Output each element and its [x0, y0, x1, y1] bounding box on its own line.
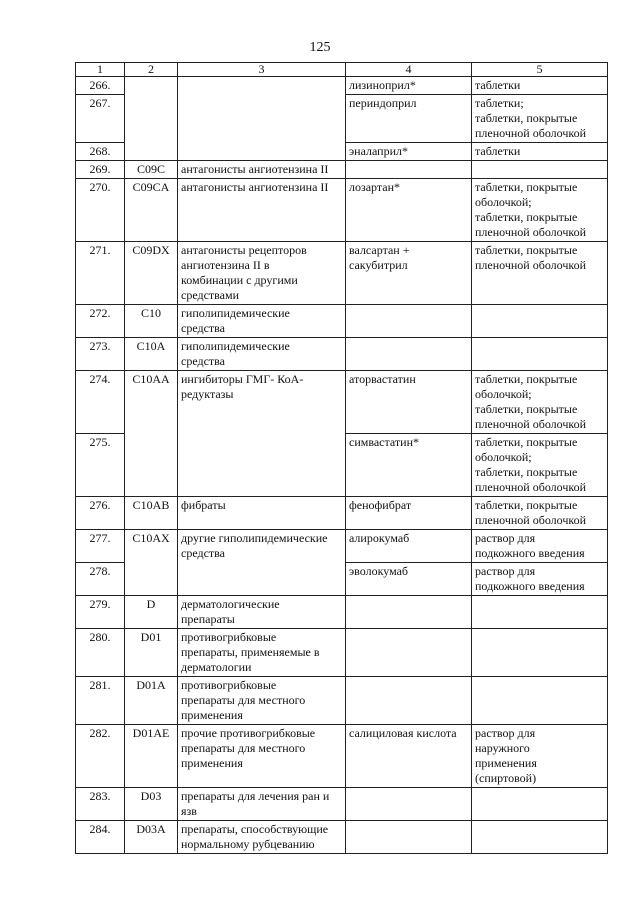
row-number: 282.: [76, 725, 125, 788]
row-number: 268.: [76, 143, 125, 161]
inn-cell: симвастатин*: [346, 434, 472, 497]
inn-cell: салициловая кислота: [346, 725, 472, 788]
atc-code-cell: D: [125, 596, 178, 629]
table-row: [76, 305, 608, 338]
form-line: оболочкой;: [475, 387, 532, 401]
row-number: 271.: [76, 242, 125, 305]
form-cell: [472, 530, 608, 563]
atc-code-cell: D03A: [125, 821, 178, 854]
group-cell: [178, 497, 346, 530]
group-cell: [178, 788, 346, 821]
form-cell: [472, 725, 608, 788]
group-line: применения: [181, 756, 243, 770]
group-line: нормальному рубцеванию: [181, 837, 315, 851]
atc-code-cell: D01A: [125, 677, 178, 725]
table-row: [76, 242, 608, 305]
inn-cell: алирокумаб: [346, 530, 472, 563]
form-cell: [472, 179, 608, 242]
group-line: ингибиторы ГМГ- КоА-: [181, 372, 304, 386]
row-number: 278.: [76, 563, 125, 596]
group-line: редуктазы: [181, 387, 234, 401]
form-line: пленочной оболочкой: [475, 417, 587, 431]
form-line: таблетки, покрытые: [475, 402, 578, 416]
form-line: пленочной оболочкой: [475, 513, 587, 527]
row-number: 280.: [76, 629, 125, 677]
group-line: применения: [181, 708, 243, 722]
inn-cell: [346, 161, 472, 179]
inn-cell: эналаприл*: [346, 143, 472, 161]
group-cell: [178, 530, 346, 596]
row-number: 272.: [76, 305, 125, 338]
table-row: [76, 371, 608, 434]
group-line: гиполипидемические: [181, 339, 290, 353]
row-number: 274.: [76, 371, 125, 434]
inn-cell: [346, 629, 472, 677]
group-line: прочие противогрибковые: [181, 726, 316, 740]
form-line: таблетки, покрытые: [475, 498, 578, 512]
row-number: 281.: [76, 677, 125, 725]
form-cell: [472, 371, 608, 434]
form-cell: [472, 77, 608, 95]
header-row: [76, 63, 608, 77]
group-line: гиполипидемические: [181, 306, 290, 320]
row-number: 284.: [76, 821, 125, 854]
group-line: противогрибковые: [181, 630, 277, 644]
form-cell: [472, 563, 608, 596]
group-line: препараты для местного: [181, 693, 306, 707]
table-row: [76, 338, 608, 371]
group-cell: [178, 242, 346, 305]
form-line: подкожного введения: [475, 546, 585, 560]
table-row: [76, 725, 608, 788]
table-row: [76, 530, 608, 563]
table-row: [76, 497, 608, 530]
inn-cell: фенофибрат: [346, 497, 472, 530]
form-line: оболочкой;: [475, 195, 532, 209]
form-cell: [472, 677, 608, 725]
inn-cell: [346, 242, 472, 305]
table-row: [76, 596, 608, 629]
atc-code-cell: [125, 77, 178, 161]
form-line: оболочкой;: [475, 450, 532, 464]
form-line: таблетки;: [475, 96, 524, 110]
form-line: подкожного введения: [475, 579, 585, 593]
header-col-4: 4: [346, 63, 472, 77]
form-line: пленочной оболочкой: [475, 126, 587, 140]
group-cell: [178, 179, 346, 242]
group-line: препараты, применяемые в: [181, 645, 320, 659]
form-line: наружного: [475, 741, 530, 755]
group-line: противогрибковые: [181, 678, 277, 692]
group-line: препараты: [181, 612, 235, 626]
form-line: таблетки, покрытые: [475, 435, 578, 449]
group-line: средства: [181, 354, 226, 368]
form-line: пленочной оболочкой: [475, 225, 587, 239]
table-row: [76, 77, 608, 95]
inn-cell: периндоприл: [346, 95, 472, 143]
form-cell: [472, 305, 608, 338]
table-row: [76, 161, 608, 179]
group-cell: [178, 305, 346, 338]
group-line: антагонисты рецепторов: [181, 243, 307, 257]
group-line: антагонисты ангиотензина II: [181, 162, 329, 176]
inn-cell: [346, 596, 472, 629]
group-cell: [178, 677, 346, 725]
group-line: язв: [181, 804, 197, 818]
atc-code-cell: D03: [125, 788, 178, 821]
group-cell: [178, 629, 346, 677]
atc-code-cell: C10AA: [125, 371, 178, 497]
form-line: таблетки, покрытые: [475, 180, 578, 194]
group-line: препараты для лечения ран и: [181, 789, 330, 803]
form-cell: [472, 95, 608, 143]
atc-code-cell: C09DX: [125, 242, 178, 305]
row-number: 266.: [76, 77, 125, 95]
form-cell: [472, 434, 608, 497]
form-cell: [472, 497, 608, 530]
group-line: другие гиполипидемические: [181, 531, 328, 545]
form-line: таблетки, покрытые: [475, 210, 578, 224]
form-line: таблетки, покрытые: [475, 372, 578, 386]
header-col-3: 3: [178, 63, 346, 77]
group-line: средствами: [181, 288, 240, 302]
atc-code-cell: C10AX: [125, 530, 178, 596]
form-line: пленочной оболочкой: [475, 480, 587, 494]
group-cell: [178, 338, 346, 371]
group-line: препараты для местного: [181, 741, 306, 755]
group-line: антагонисты ангиотензина II: [181, 180, 329, 194]
form-line: раствор для: [475, 564, 536, 578]
form-line: таблетки, покрытые: [475, 243, 578, 257]
page-number: 125: [309, 40, 331, 55]
group-cell: [178, 821, 346, 854]
group-cell: [178, 77, 346, 161]
atc-code-cell: C09C: [125, 161, 178, 179]
group-line: дерматологические: [181, 597, 280, 611]
table-row: [76, 677, 608, 725]
row-number: 267.: [76, 95, 125, 143]
form-cell: [472, 242, 608, 305]
inn-cell: [346, 305, 472, 338]
form-cell: [472, 338, 608, 371]
form-line: таблетки: [475, 78, 521, 92]
medicines-table: [75, 62, 608, 854]
row-number: 273.: [76, 338, 125, 371]
form-line: таблетки, покрытые: [475, 465, 578, 479]
header-col-1: 1: [76, 63, 125, 77]
form-cell: [472, 629, 608, 677]
group-line: ангиотензина II в: [181, 258, 270, 272]
table-row: [76, 821, 608, 854]
group-line: средства: [181, 546, 226, 560]
group-line: фибраты: [181, 498, 226, 512]
form-cell: [472, 161, 608, 179]
header-col-5: 5: [472, 63, 608, 77]
atc-code-cell: C10A: [125, 338, 178, 371]
group-line: средства: [181, 321, 226, 335]
inn-cell: [346, 788, 472, 821]
group-cell: [178, 596, 346, 629]
atc-code-cell: C10: [125, 305, 178, 338]
atc-code-cell: D01AE: [125, 725, 178, 788]
inn-cell: [346, 821, 472, 854]
table-row: [76, 788, 608, 821]
inn-cell: [346, 338, 472, 371]
form-cell: [472, 788, 608, 821]
row-number: 269.: [76, 161, 125, 179]
form-cell: [472, 596, 608, 629]
form-line: таблетки, покрытые: [475, 111, 578, 125]
form-cell: [472, 143, 608, 161]
inn-cell: аторвастатин: [346, 371, 472, 434]
group-cell: [178, 725, 346, 788]
inn-cell: эволокумаб: [346, 563, 472, 596]
header-col-2: 2: [125, 63, 178, 77]
atc-code-cell: C09CA: [125, 179, 178, 242]
group-line: препараты, способствующие: [181, 822, 329, 836]
form-line: (спиртовой): [475, 771, 537, 785]
row-number: 283.: [76, 788, 125, 821]
inn-line: валсартан +: [349, 243, 410, 257]
form-line: раствор для: [475, 726, 536, 740]
form-line: применения: [475, 756, 537, 770]
form-line: пленочной оболочкой: [475, 258, 587, 272]
table-row: [76, 179, 608, 242]
inn-cell: [346, 677, 472, 725]
row-number: 275.: [76, 434, 125, 497]
form-line: таблетки: [475, 144, 521, 158]
group-cell: [178, 371, 346, 497]
form-line: раствор для: [475, 531, 536, 545]
group-cell: [178, 161, 346, 179]
atc-code-cell: D01: [125, 629, 178, 677]
inn-cell: лозартан*: [346, 179, 472, 242]
form-cell: [472, 821, 608, 854]
row-number: 279.: [76, 596, 125, 629]
row-number: 276.: [76, 497, 125, 530]
group-line: дерматологии: [181, 660, 252, 674]
group-line: комбинации с другими: [181, 273, 298, 287]
row-number: 277.: [76, 530, 125, 563]
atc-code-cell: C10AB: [125, 497, 178, 530]
inn-line: сакубитрил: [349, 258, 408, 272]
row-number: 270.: [76, 179, 125, 242]
table-row: [76, 629, 608, 677]
inn-cell: лизиноприл*: [346, 77, 472, 95]
